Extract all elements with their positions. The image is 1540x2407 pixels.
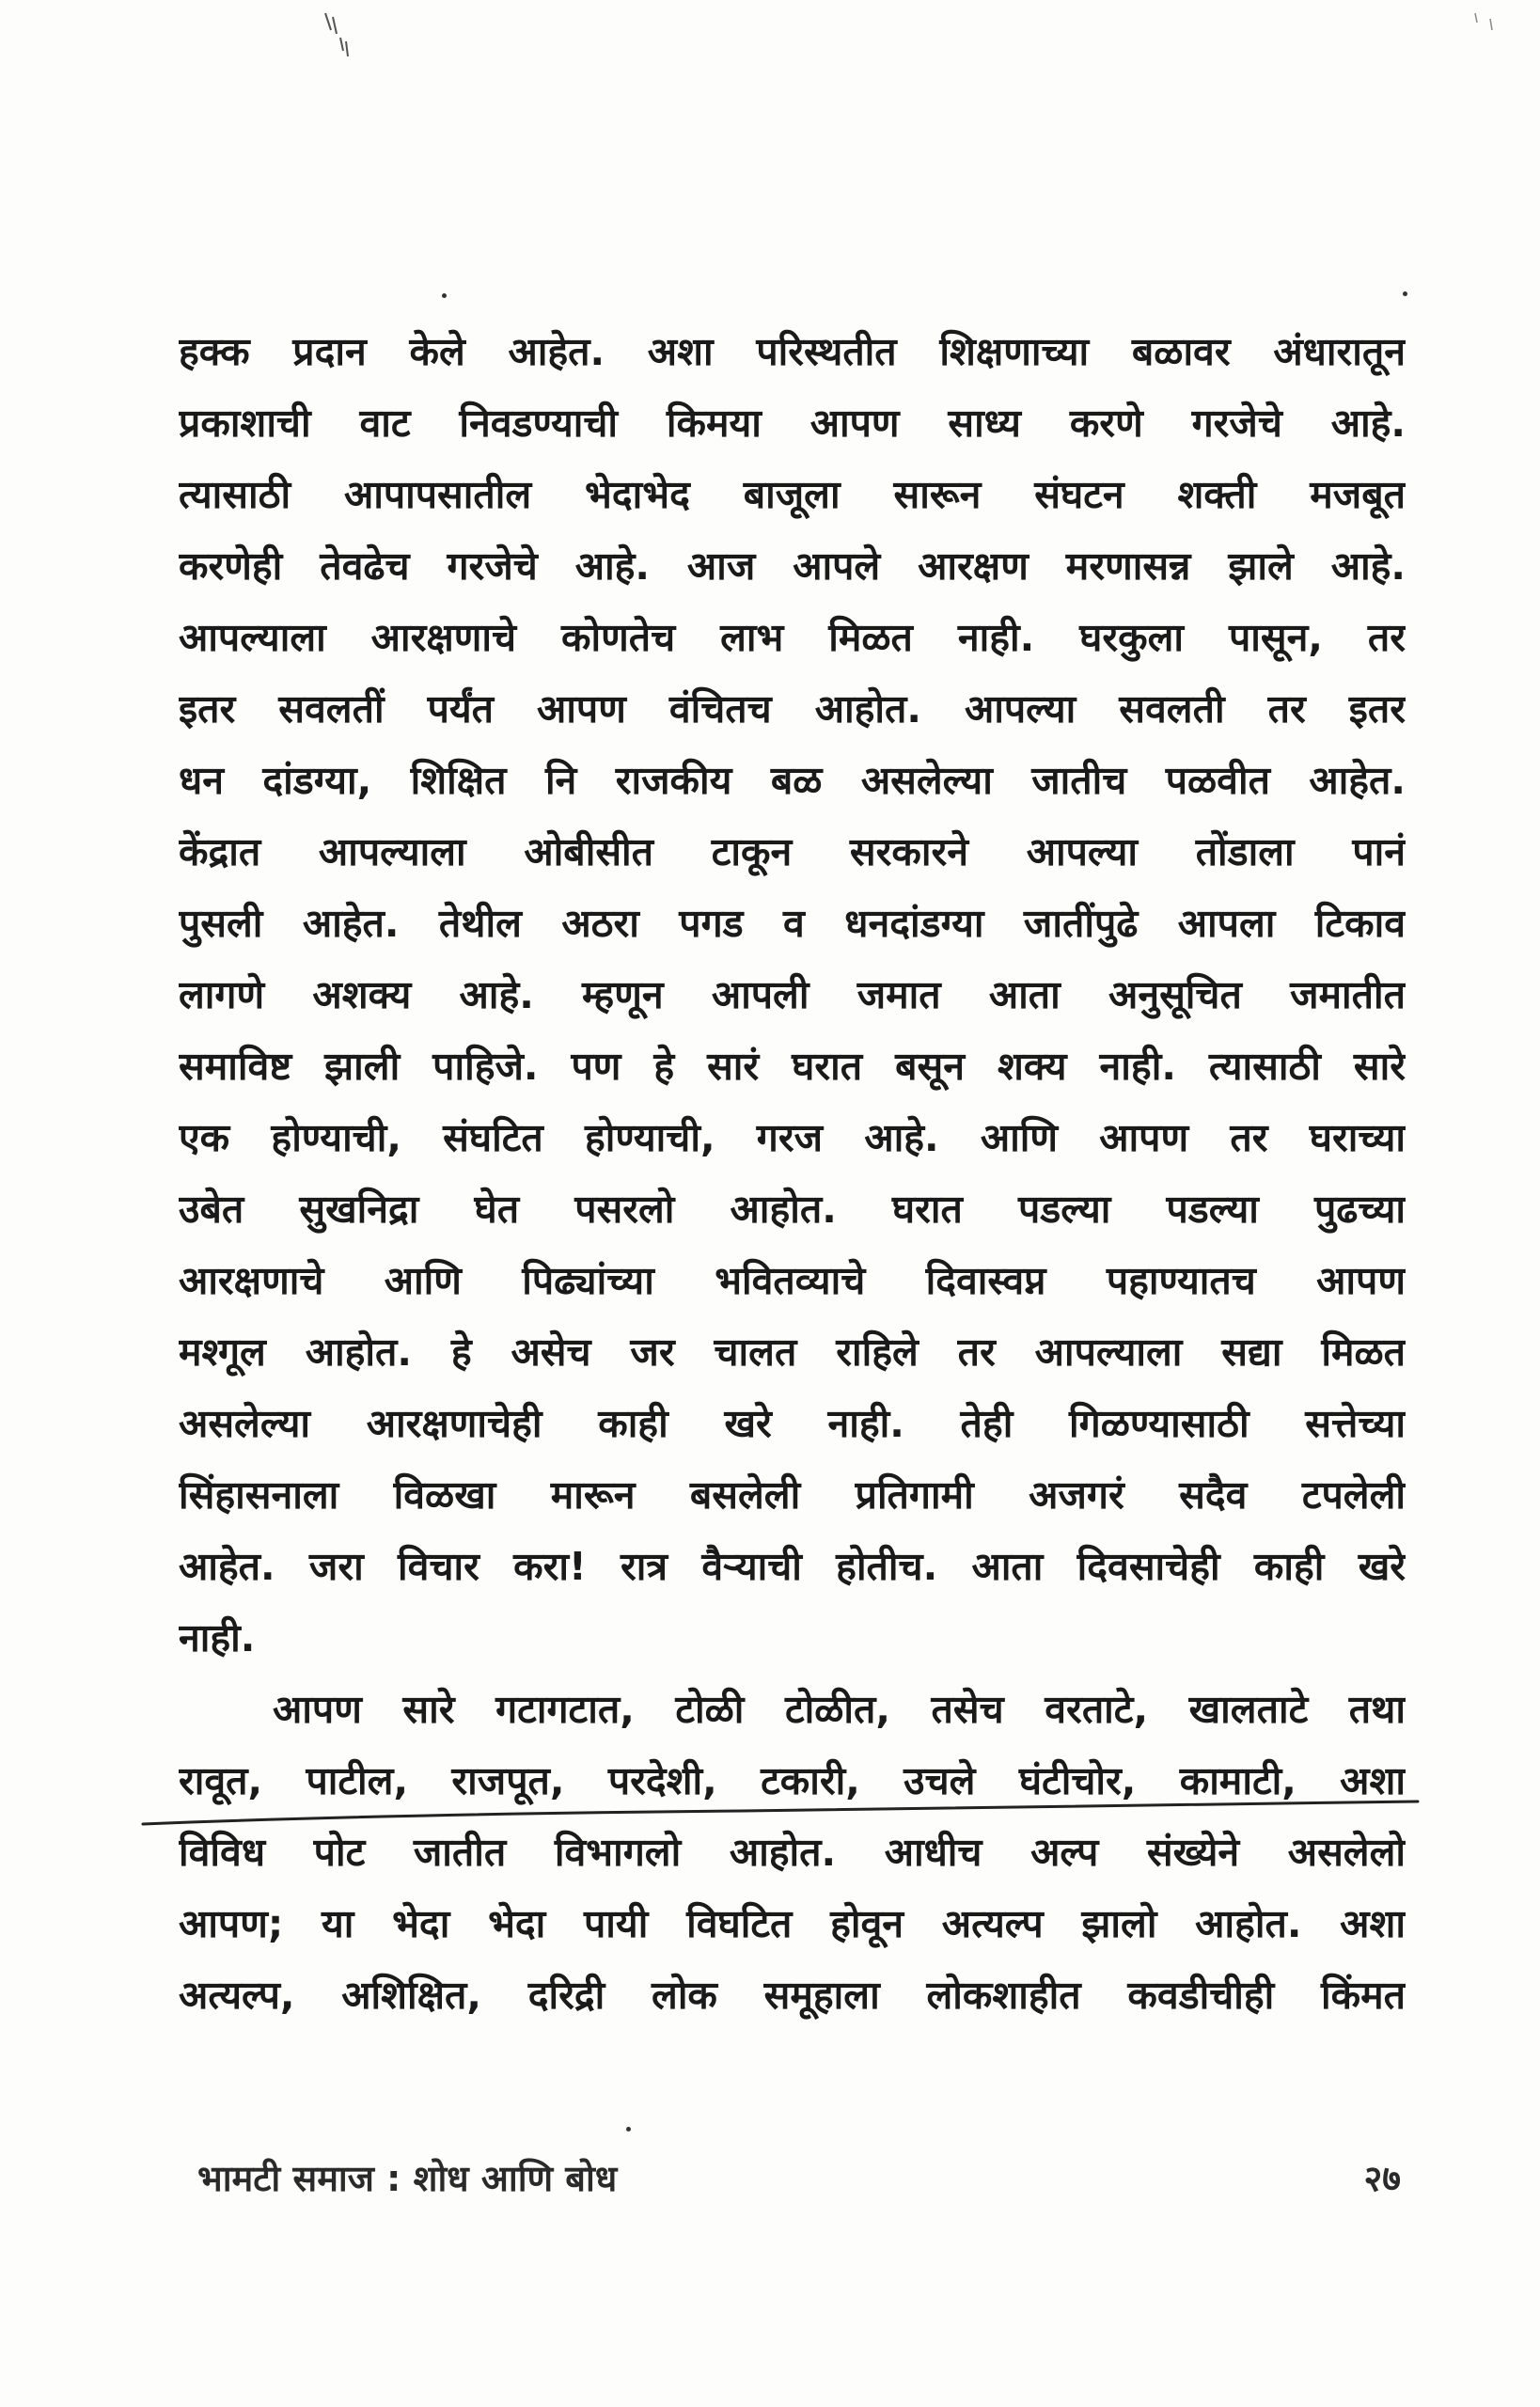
text-line: हक्क प्रदान केले आहेत. अशा परिस्थतीत शिक्षणाच्या बळावर अंधारातून bbox=[179, 329, 1406, 374]
text-line: इतर सवलतीं पर्यंत आपण वंचितच आहोत. आपल्या सवलती तर इतर bbox=[179, 686, 1406, 732]
handwritten-underline bbox=[141, 1796, 1420, 1833]
text-line: विविध पोट जातीत विभागलो आहोत. आधीच अल्प संख्येने असलेलो bbox=[179, 1830, 1406, 1875]
text-line-paragraph-start: आपण सारे गटागटात, टोळी टोळीत, तसेच वरताटे, खालताटे तथा bbox=[273, 1687, 1406, 1732]
text-line: एक होण्याची, संघटित होण्याची, गरज आहे. आणि आपण तर घराच्या bbox=[179, 1115, 1406, 1160]
text-line: समाविष्ट झाली पाहिजे. पण हे सारं घरात बसून शक्य नाही. त्यासाठी सारे bbox=[179, 1044, 1406, 1089]
footer-book-title: भामटी समाज : शोध आणि बोध bbox=[197, 2158, 618, 2199]
print-speck bbox=[442, 293, 447, 298]
text-line: मश्गूल आहोत. हे असेच जर चालत राहिले तर आपल्याला सद्या मिळत bbox=[179, 1329, 1406, 1375]
text-line-underlined: रावूत, पाटील, राजपूत, परदेशी, टकारी, उचले घंटीचोर, कामाटी, अशा bbox=[179, 1758, 1406, 1803]
text-line: लागणे अशक्य आहे. म्हणून आपली जमात आता अनुसूचित जमातीत bbox=[179, 972, 1406, 1017]
text-line: आहेत. जरा विचार करा! रात्र वैऱ्याची होतीच. आता दिवसाचेही काही खरे bbox=[179, 1544, 1406, 1589]
body-text bbox=[179, 316, 1406, 2031]
print-speck bbox=[626, 2127, 631, 2132]
text-line: पुसली आहेत. तेथील अठरा पगड व धनदांडग्या जातींपुढे आपला टिकाव bbox=[179, 901, 1406, 946]
text-line: सिंहासनाला विळखा मारून बसलेली प्रतिगामी अजगरं सदैव टपलेली bbox=[179, 1472, 1406, 1518]
footer-page-number: २७ bbox=[1363, 2158, 1401, 2199]
text-line: असलेल्या आरक्षणाचेही काही खरे नाही. तेही गिळण्यासाठी सत्तेच्या bbox=[179, 1401, 1406, 1446]
text-line: आपल्याला आरक्षणाचे कोणतेच लाभ मिळत नाही. घरकुला पासून, तर bbox=[179, 615, 1406, 660]
text-line: अत्यल्प, अशिक्षित, दरिद्री लोक समूहाला लोकशाहीत कवडीचीही किंमत bbox=[179, 1973, 1406, 2018]
page-footer bbox=[197, 2153, 1401, 2210]
text-line: आरक्षणाचे आणि पिढ्यांच्या भवितव्याचे दिवास्वप्न पहाण्यातच आपण bbox=[179, 1258, 1406, 1303]
text-line: आपण; या भेदा भेदा पायी विघटित होवून अत्यल्प झालो आहोत. अशा bbox=[179, 1901, 1406, 1946]
text-line: धन दांडग्या, शिक्षित नि राजकीय बळ असलेल्या जातीच पळवीत आहेत. bbox=[179, 758, 1406, 803]
text-line: करणेही तेवढेच गरजेचे आहे. आज आपले आरक्षण मरणासन्न झाले आहे. bbox=[179, 543, 1406, 589]
text-line: प्रकाशाची वाट निवडण्याची किमया आपण साध्य करणे गरजेचे आहे. bbox=[179, 401, 1406, 446]
scan-artifact-marks-right bbox=[1471, 9, 1500, 38]
text-line: त्यासाठी आपापसातील भेदाभेद बाजूला सारून संघटन शक्ती मजबूत bbox=[179, 472, 1406, 517]
text-line-paragraph-end: नाही. bbox=[179, 1615, 256, 1660]
scan-artifact-marks bbox=[320, 9, 357, 66]
text-line: केंद्रात आपल्याला ओबीसीत टाकून सरकारने आपल्या तोंडाला पानं bbox=[179, 829, 1406, 874]
text-line: उबेत सुखनिद्रा घेत पसरलो आहोत. घरात पडल्या पडल्या पुढच्या bbox=[179, 1187, 1406, 1232]
print-speck bbox=[1403, 291, 1407, 296]
